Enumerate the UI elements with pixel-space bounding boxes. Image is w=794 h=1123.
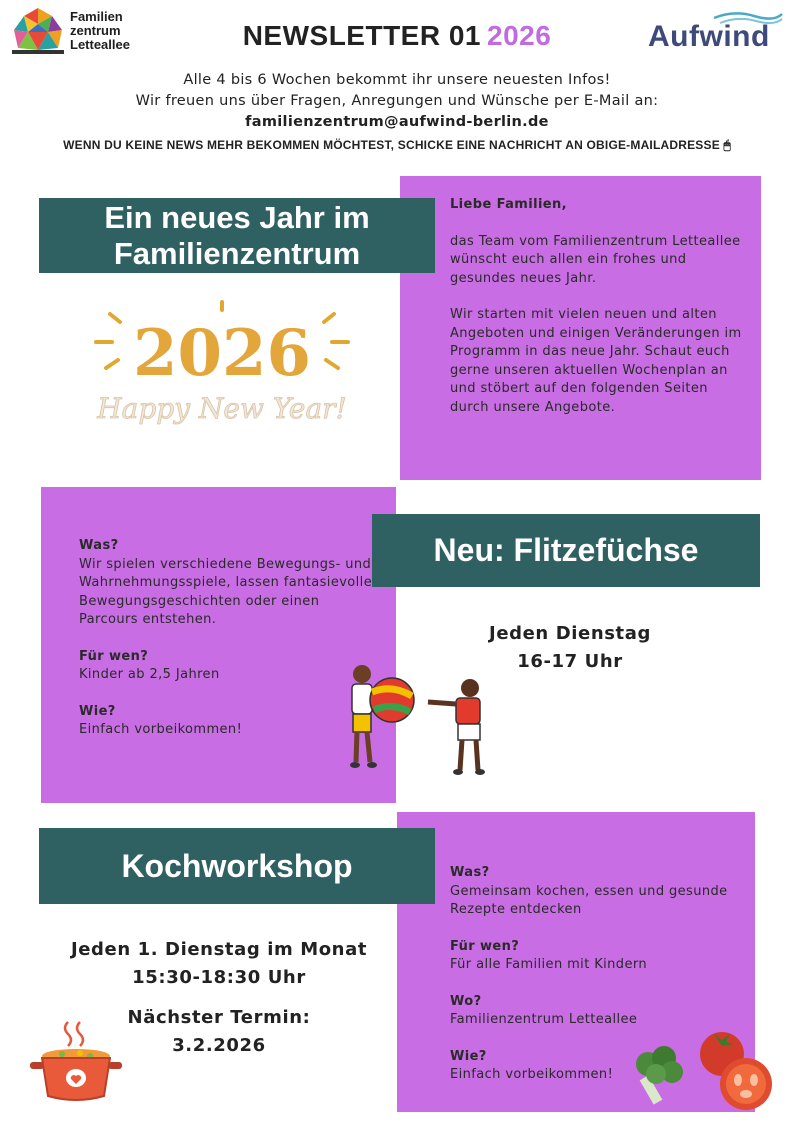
vegetables-illustration — [626, 1028, 776, 1114]
logo-text-line3: Letteallee — [70, 37, 130, 52]
intro-text — [0, 70, 794, 133]
new-year-banner — [39, 198, 435, 273]
was-label: Was? — [79, 538, 119, 553]
wo-text: Familienzentrum Letteallee — [450, 1012, 638, 1027]
aufwind-wordmark: Aufwind — [648, 20, 770, 53]
next-date-value: 3.2.2026 — [172, 1035, 266, 1056]
greeting: Liebe Familien, — [450, 197, 568, 212]
aufwind-logo — [644, 8, 784, 54]
intro-line1: Alle 4 bis 6 Wochen bekommt ihr unsere neuesten Infos! — [183, 72, 611, 88]
wie-text: Einfach vorbeikommen! — [79, 722, 243, 737]
wie-text: Einfach vorbeikommen! — [450, 1067, 614, 1082]
child-icon — [350, 665, 377, 768]
wo-label: Wo? — [450, 993, 482, 1009]
logo-text-line1: Familien — [70, 9, 123, 24]
children-playing-ball-illustration — [342, 662, 502, 780]
schedule-day: Jeden 1. Dienstag im Monat — [70, 939, 368, 960]
title-year: 2026 — [487, 20, 552, 51]
art-year-text: 2026 — [132, 316, 312, 391]
new-year-paragraph-2: Wir starten mit vielen neuen und alten Angeboten und einigen Veränderungen im Programm in das neue Jahr. Schaut euch gerne unseren aktuellen Wochenplan an und stöbert auf den folgenden Seiten durch unsere Angebote. — [450, 307, 742, 415]
banner1-line1: Ein neues Jahr im — [104, 200, 370, 235]
was-text: Wir spielen verschiedene Bewegungs- und Wahrnehmungsspiele, lassen fantasievolle Bewegungsgeschichten oder einen Parcours entstehen. — [79, 556, 373, 627]
schedule-time: 15:30-18:30 Uhr — [132, 967, 306, 988]
kochworkshop-schedule — [40, 936, 398, 992]
fuer-wen-text: Für alle Familien mit Kindern — [450, 957, 648, 972]
new-year-paragraph-1: das Team vom Familienzentrum Letteallee wünscht euch allen ein frohes und gesundes neues Jahr. — [450, 233, 741, 286]
schedule-time: 16-17 Uhr — [517, 651, 623, 672]
fuer-wen-label: Für wen? — [79, 648, 149, 664]
was-text: Gemeinsam kochen, essen und gesunde Rezepte entdecken — [450, 883, 728, 917]
fuer-wen-text: Kinder ab 2,5 Jahren — [79, 667, 220, 682]
next-date-label: Nächster Termin: — [127, 1007, 311, 1028]
schedule-day: Jeden Dienstag — [489, 623, 651, 644]
new-year-text-box — [400, 176, 761, 480]
title-text: NEWSLETTER 01 — [242, 20, 481, 51]
email-link[interactable]: familienzentrum@aufwind-berlin.de — [245, 114, 549, 130]
flitzefuechse-banner: Neu: Flitzefüchse — [372, 514, 760, 587]
intro-line2: Wir freuen uns über Fragen, Anregungen und Wünsche per E-Mail an: — [135, 93, 659, 109]
fuer-wen-label: Für wen? — [450, 938, 520, 954]
cooking-pot-icon — [28, 1018, 124, 1104]
wie-label: Wie? — [79, 703, 116, 719]
fireworks-icon — [92, 300, 352, 440]
banner1-line2: Familienzentrum — [113, 236, 361, 271]
happy-new-year-2026-art — [92, 300, 352, 440]
ball-icon — [370, 678, 414, 722]
kochworkshop-banner: Kochworkshop — [39, 828, 435, 904]
was-label: Was? — [450, 865, 490, 880]
child-icon — [428, 679, 485, 775]
logo-text-line2: zentrum — [70, 23, 121, 38]
wie-label: Wie? — [450, 1048, 487, 1064]
unsubscribe-note: WENN DU KEINE NEWS MEHR BEKOMMEN MÖCHTEST, SCHICKE EINE NACHRICHT AN OBIGE-MAILADRESSE 🖱 — [63, 138, 731, 152]
tomato-icon — [700, 1032, 772, 1110]
art-caption-text: Happy New Year! — [97, 392, 347, 425]
broccoli-icon — [636, 1046, 683, 1105]
